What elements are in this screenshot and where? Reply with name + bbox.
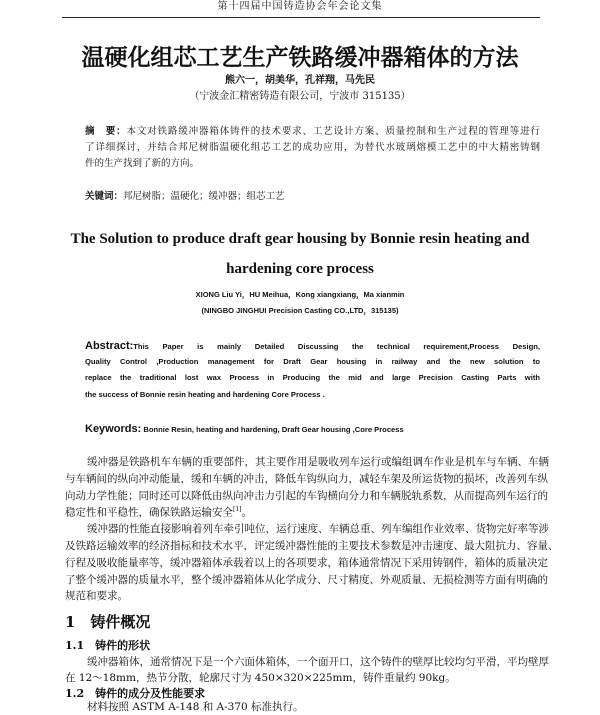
en-title-line: hardening core process	[226, 261, 374, 277]
en-keywords-label: Keywords:	[85, 423, 142, 435]
body-line: 了整个缓冲器的质量水平，整个缓冲器箱体从化学成分、尺寸精度、外观质量、无损检测等方面有明确的	[65, 574, 548, 586]
cn-authors: 熊六一，胡美华，孔祥翔，马先民	[225, 75, 375, 86]
body-line: 规范和要求。	[65, 590, 128, 602]
en-affiliation: (NINGBO JINGHUI Precision Casting CO.,LTD，315135)	[201, 306, 399, 315]
body-line: 材料按照 ASTM A-148 和 A-370 标准执行。	[87, 701, 304, 713]
en-keywords-text: Bonnie Resin, heating and hardening, Draft Gear housing ,Core Process	[143, 425, 404, 434]
cn-abstract-line: 件的生产找到了新的方向。	[85, 158, 200, 169]
cn-keywords	[85, 192, 285, 202]
body-line: 缓冲器是铁路机车车辆的重要部件，其主要作用是吸收列车运行或编组调车作业是机车与车辆、车辆	[87, 456, 549, 468]
en-abstract-line: Quality Control ,Production management for Draft Gear housing in railway and the new solution to	[85, 357, 540, 366]
subsection-heading: 1.2 铸件的成分及性能要求	[65, 687, 206, 700]
body-line: 在 12～18mm，热节分散，轮廓尺寸为 450×320×225mm，铸件重量约 90kg。	[65, 672, 456, 684]
cn-abstract-label: 摘 要：	[85, 126, 127, 137]
en-keywords	[85, 424, 540, 435]
cn-abstract-text: 本文对铁路缓冲器箱体铸件的技术要求、工艺设计方案、质量控制和生产过程的管理等进行	[126, 126, 540, 137]
cn-keywords-label: 关键词：	[85, 191, 124, 202]
running-header: 第十四届中国铸造协会年会论文集	[217, 1, 383, 12]
body-line: 及铁路运输效率的经济指标和技术水平，评定缓冲器性能的主要技术参数是冲击速度、最大阻抗力、容量、	[65, 540, 559, 552]
en-abstract-line	[85, 341, 540, 352]
cn-affiliation: （宁波金汇精密铸造有限公司，宁波市 315135）	[189, 91, 411, 102]
body-line: 向动力学性能；同时还可以降低由纵向冲击力引起的车钩横向分力和车辆脱轨系数，从而提高列车运行的	[65, 490, 548, 502]
body-text: 稳定性和平稳性，确保铁路运输安全	[65, 506, 233, 519]
cn-abstract-line: 了详细探讨，并结合邦尼树脂温硬化组芯工艺的成功应用，为替代水玻璃熔模工艺中的中大精密铸钢	[85, 142, 540, 153]
body-line: 缓冲器箱体，通常情况下是一个六面体箱体，一个面开口，这个铸件的壁厚比较均匀平滑，平均壁厚	[87, 656, 549, 668]
subsection-heading: 1.1 铸件的形状	[65, 639, 151, 652]
en-abstract-line: the success of Bonnie resin heating and hardening Core Process .	[85, 390, 325, 399]
section-heading: 1 铸件概况	[65, 613, 151, 631]
cn-title: 温硬化组芯工艺生产铁路缓冲器箱体的方法	[81, 45, 519, 71]
body-line: 行程及吸收能量率等，缓冲器箱体承载着以上的各项要求，箱体通常情况下采用铸钢件，箱体的质量决定	[65, 557, 548, 569]
cn-abstract-line	[85, 127, 540, 137]
en-title-line: The Solution to produce draft gear housing by Bonnie resin heating and	[70, 231, 530, 247]
body-line	[65, 507, 540, 518]
en-abstract-text: This Paper is mainly Detailed Discussing the technical requirement,Process Design,	[133, 342, 540, 351]
en-abstract-line: replace the traditional lost wax Process in Producing the mid and large Precision Casting Parts with	[85, 373, 540, 382]
body-line: 缓冲器的性能直接影响着列车牵引吨位，运行速度、车辆总重、列车编组作业效率、货物完好率等涉	[87, 523, 549, 535]
en-abstract-label: Abstract:	[85, 340, 134, 352]
body-text: 。	[241, 506, 252, 519]
header-rule	[62, 17, 540, 18]
en-authors: XIONG Liu Yi，HU Meihua，Kong xiangxiang，Ma xianmin	[195, 290, 405, 299]
body-line: 与车辆间的纵向冲动能量，缓和车辆的冲击，降低车钩纵向力，减轻车架及所运货物的损坏，改善列车纵	[65, 473, 548, 485]
cn-keywords-text: 邦尼树脂；温硬化；缓冲器；组芯工艺	[123, 191, 285, 202]
citation-ref: [1]	[233, 506, 242, 513]
